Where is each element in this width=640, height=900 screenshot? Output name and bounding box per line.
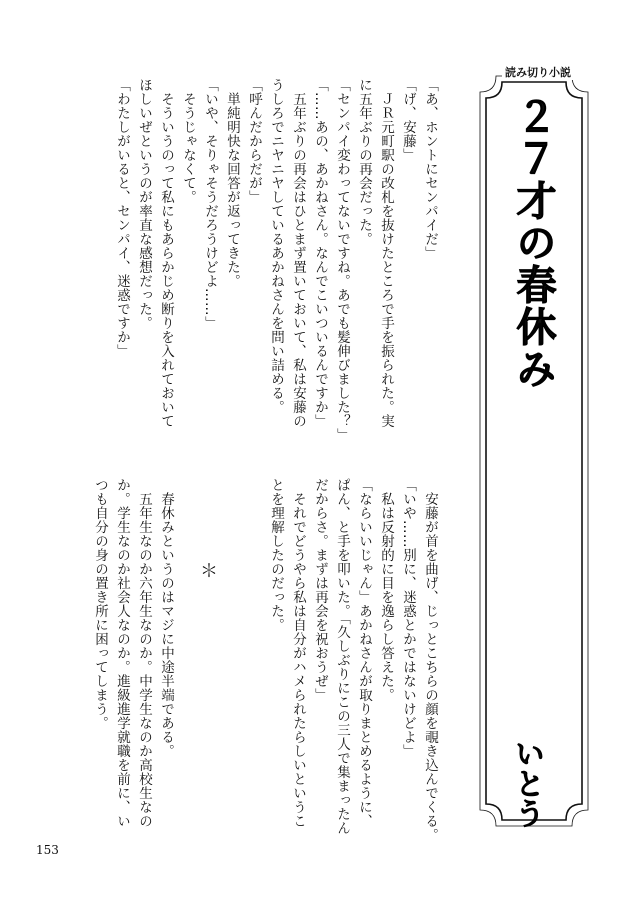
text-column: 「ならいいじゃん」あかねさんが取りまとめるように、 [356,478,372,828]
text-column: か。学生なのか社会人なのか。進級進学就職を前に、い [114,478,130,828]
text-column: つも自分の身の置き所に困ってしまう。 [92,478,108,730]
text-column: 単純明快な回答が返ってきた。 [224,78,240,288]
series-label: 読み切り小説 [502,64,574,80]
text-column: ぱん、と手を叩いた。「久しぶりにこの三人で集まったん [334,478,350,836]
scene-break: ＊ [200,561,218,582]
text-column: 「あ、ホントにセンパイだ」 [422,78,438,260]
text-column: 五年生なのか六年生なのか。中学生なのか高校生なの [136,478,152,828]
text-column: ＪＲ元町駅の改札を抜けたところで手を振られた。実 [378,78,394,428]
text-column: 私は反射的に目を逸らし答えた。 [378,478,394,702]
page-number: 153 [36,843,59,857]
text-column: そういうのって私にもあらかじめ断りを入れておいて [158,78,174,428]
text-column: 「センパイ変わってないですね。あでも髪伸びました？」 [334,78,350,442]
text-column: 安藤が首を曲げ、じっとこちらの顔を覗き込んでくる。 [422,478,438,842]
text-column: 「……あの、あかねさん。なんでこいついるんですか」 [312,78,328,428]
story-title: ２７才の春休み [510,96,556,390]
text-column: 「いや……別に、迷惑とかではないけどよ」 [400,478,416,758]
text-column: に五年ぶりの再会だった。 [356,78,372,246]
text-column: 「いや、そりゃそうだろうけどよ……」 [202,78,218,330]
text-column: 五年ぶりの再会はひとまず置いておいて、私は安藤の [290,78,306,428]
text-column: とを理解したのだった。 [268,478,284,632]
text-column: 春休みというのはマジに中途半端である。 [158,478,174,758]
text-column: 「呼んだからだが」 [246,78,262,204]
author-name: いとう [509,738,544,828]
text-column: 「げ、安藤」 [400,78,416,162]
text-column: 「わたしがいると、センパイ、迷惑ですか」 [114,78,130,358]
text-column: うしろでニヤニヤしているあかねさんを問い詰める。 [268,78,284,414]
text-column: ほしいぜというのが率直な感想だった。 [136,78,152,330]
text-column: それでどうやら私は自分がハメられたらしいというこ [290,478,306,828]
text-column: だからさ。まずは再会を祝おうぜ」 [312,478,328,702]
text-column: そうじゃなくて。 [180,78,196,204]
